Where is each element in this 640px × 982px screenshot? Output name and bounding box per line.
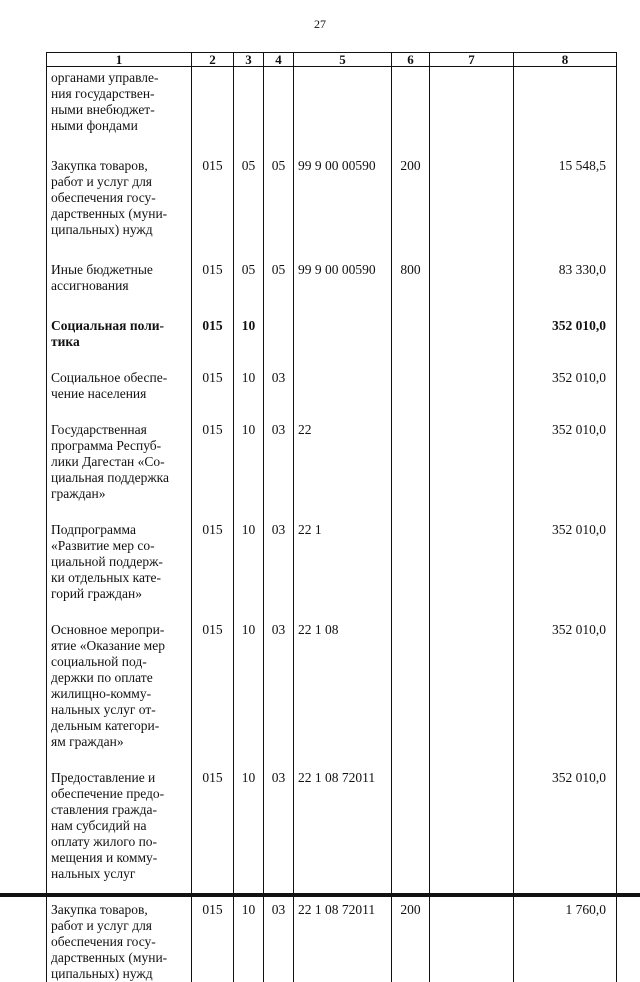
table-row <box>47 750 617 882</box>
row-section-code-cell: 10 <box>234 350 264 402</box>
header-row <box>47 53 617 67</box>
row-amount-cell: 1 760,0 <box>514 882 617 982</box>
row-target-article-cell <box>294 350 392 402</box>
table-row <box>47 502 617 602</box>
row-section-code-cell: 10 <box>234 602 264 750</box>
row-target-article-cell <box>294 67 392 135</box>
bottom-rule <box>0 893 640 897</box>
row-name-cell: Социальная поли- тика <box>47 294 192 350</box>
row-subsection-code-cell: 03 <box>264 402 294 502</box>
table-row <box>47 67 617 135</box>
row-amount-cell: 352 010,0 <box>514 294 617 350</box>
row-expense-type-cell <box>392 502 430 602</box>
row-subsection-code-cell: 05 <box>264 238 294 294</box>
row-name-cell: Государственная программа Респуб- лики Дагестан «Со- циальная поддержка граждан» <box>47 402 192 502</box>
row-section-code-cell <box>234 67 264 135</box>
row-name-cell: Основное меропри- ятие «Оказание мер социальной под- держки по оплате жилищно-комму- нальных услуг от- дельным категори- ям граждан» <box>47 602 192 750</box>
row-amount-cell: 352 010,0 <box>514 602 617 750</box>
column-header-2: 2 <box>192 53 234 67</box>
row-subsection-code-cell: 03 <box>264 882 294 982</box>
row-column7-cell <box>430 750 514 882</box>
table-row <box>47 294 617 350</box>
row-target-article-cell: 99 9 00 00590 <box>294 134 392 238</box>
page-number: 27 <box>0 17 640 32</box>
row-subsection-code-cell <box>264 294 294 350</box>
row-expense-type-cell <box>392 294 430 350</box>
row-target-article-cell <box>294 294 392 350</box>
row-expense-type-cell <box>392 67 430 135</box>
row-amount-cell: 352 010,0 <box>514 750 617 882</box>
row-section-code-cell: 05 <box>234 134 264 238</box>
row-ministry-code-cell: 015 <box>192 238 234 294</box>
table-row <box>47 238 617 294</box>
row-ministry-code-cell: 015 <box>192 602 234 750</box>
row-column7-cell <box>430 402 514 502</box>
row-target-article-cell: 22 1 <box>294 502 392 602</box>
row-section-code-cell: 10 <box>234 502 264 602</box>
row-subsection-code-cell: 03 <box>264 602 294 750</box>
column-header-1: 1 <box>47 53 192 67</box>
table-row <box>47 602 617 750</box>
column-header-6: 6 <box>392 53 430 67</box>
column-header-5: 5 <box>294 53 392 67</box>
table-row <box>47 134 617 238</box>
row-name-cell: Предоставление и обеспечение предо- ставления гражда- нам субсидий на оплату жилого по- мещения и комму- нальных услуг <box>47 750 192 882</box>
row-section-code-cell: 10 <box>234 294 264 350</box>
row-column7-cell <box>430 134 514 238</box>
row-section-code-cell: 10 <box>234 750 264 882</box>
row-name-cell: органами управле- ния государствен- ными внебюджет- ными фондами <box>47 67 192 135</box>
row-column7-cell <box>430 882 514 982</box>
row-expense-type-cell <box>392 350 430 402</box>
row-ministry-code-cell: 015 <box>192 294 234 350</box>
row-column7-cell <box>430 350 514 402</box>
row-column7-cell <box>430 294 514 350</box>
row-expense-type-cell: 800 <box>392 238 430 294</box>
row-name-cell: Закупка товаров, работ и услуг для обеспечения госу- дарственных (муни- ципальных) нужд <box>47 134 192 238</box>
row-expense-type-cell: 200 <box>392 882 430 982</box>
row-target-article-cell: 22 1 08 72011 <box>294 882 392 982</box>
row-name-cell: Подпрограмма «Развитие мер со- циальной поддерж- ки отдельных кате- горий граждан» <box>47 502 192 602</box>
row-ministry-code-cell: 015 <box>192 882 234 982</box>
row-section-code-cell: 05 <box>234 238 264 294</box>
row-amount-cell: 352 010,0 <box>514 502 617 602</box>
row-target-article-cell: 22 1 08 72011 <box>294 750 392 882</box>
row-target-article-cell: 22 1 08 <box>294 602 392 750</box>
row-ministry-code-cell: 015 <box>192 350 234 402</box>
column-header-4: 4 <box>264 53 294 67</box>
row-expense-type-cell <box>392 750 430 882</box>
row-expense-type-cell: 200 <box>392 134 430 238</box>
budget-table <box>46 52 617 982</box>
row-column7-cell <box>430 238 514 294</box>
row-column7-cell <box>430 67 514 135</box>
row-subsection-code-cell: 05 <box>264 134 294 238</box>
row-column7-cell <box>430 502 514 602</box>
row-ministry-code-cell: 015 <box>192 750 234 882</box>
row-name-cell: Социальное обеспе- чение населения <box>47 350 192 402</box>
row-subsection-code-cell: 03 <box>264 350 294 402</box>
row-ministry-code-cell <box>192 67 234 135</box>
row-amount-cell: 83 330,0 <box>514 238 617 294</box>
row-ministry-code-cell: 015 <box>192 502 234 602</box>
row-subsection-code-cell: 03 <box>264 750 294 882</box>
row-target-article-cell: 99 9 00 00590 <box>294 238 392 294</box>
row-amount-cell <box>514 67 617 135</box>
row-target-article-cell: 22 <box>294 402 392 502</box>
row-name-cell: Закупка товаров, работ и услуг для обеспечения госу- дарственных (муни- ципальных) нужд <box>47 882 192 982</box>
table-row <box>47 350 617 402</box>
row-section-code-cell: 10 <box>234 882 264 982</box>
row-ministry-code-cell: 015 <box>192 402 234 502</box>
table-row <box>47 882 617 982</box>
table-body <box>47 67 617 982</box>
row-amount-cell: 352 010,0 <box>514 402 617 502</box>
row-expense-type-cell <box>392 602 430 750</box>
row-column7-cell <box>430 602 514 750</box>
column-header-8: 8 <box>514 53 617 67</box>
row-name-cell: Иные бюджетные ассигнования <box>47 238 192 294</box>
row-subsection-code-cell: 03 <box>264 502 294 602</box>
table-row <box>47 402 617 502</box>
column-header-7: 7 <box>430 53 514 67</box>
row-amount-cell: 352 010,0 <box>514 350 617 402</box>
row-ministry-code-cell: 015 <box>192 134 234 238</box>
column-header-3: 3 <box>234 53 264 67</box>
row-subsection-code-cell <box>264 67 294 135</box>
row-amount-cell: 15 548,5 <box>514 134 617 238</box>
row-expense-type-cell <box>392 402 430 502</box>
row-section-code-cell: 10 <box>234 402 264 502</box>
